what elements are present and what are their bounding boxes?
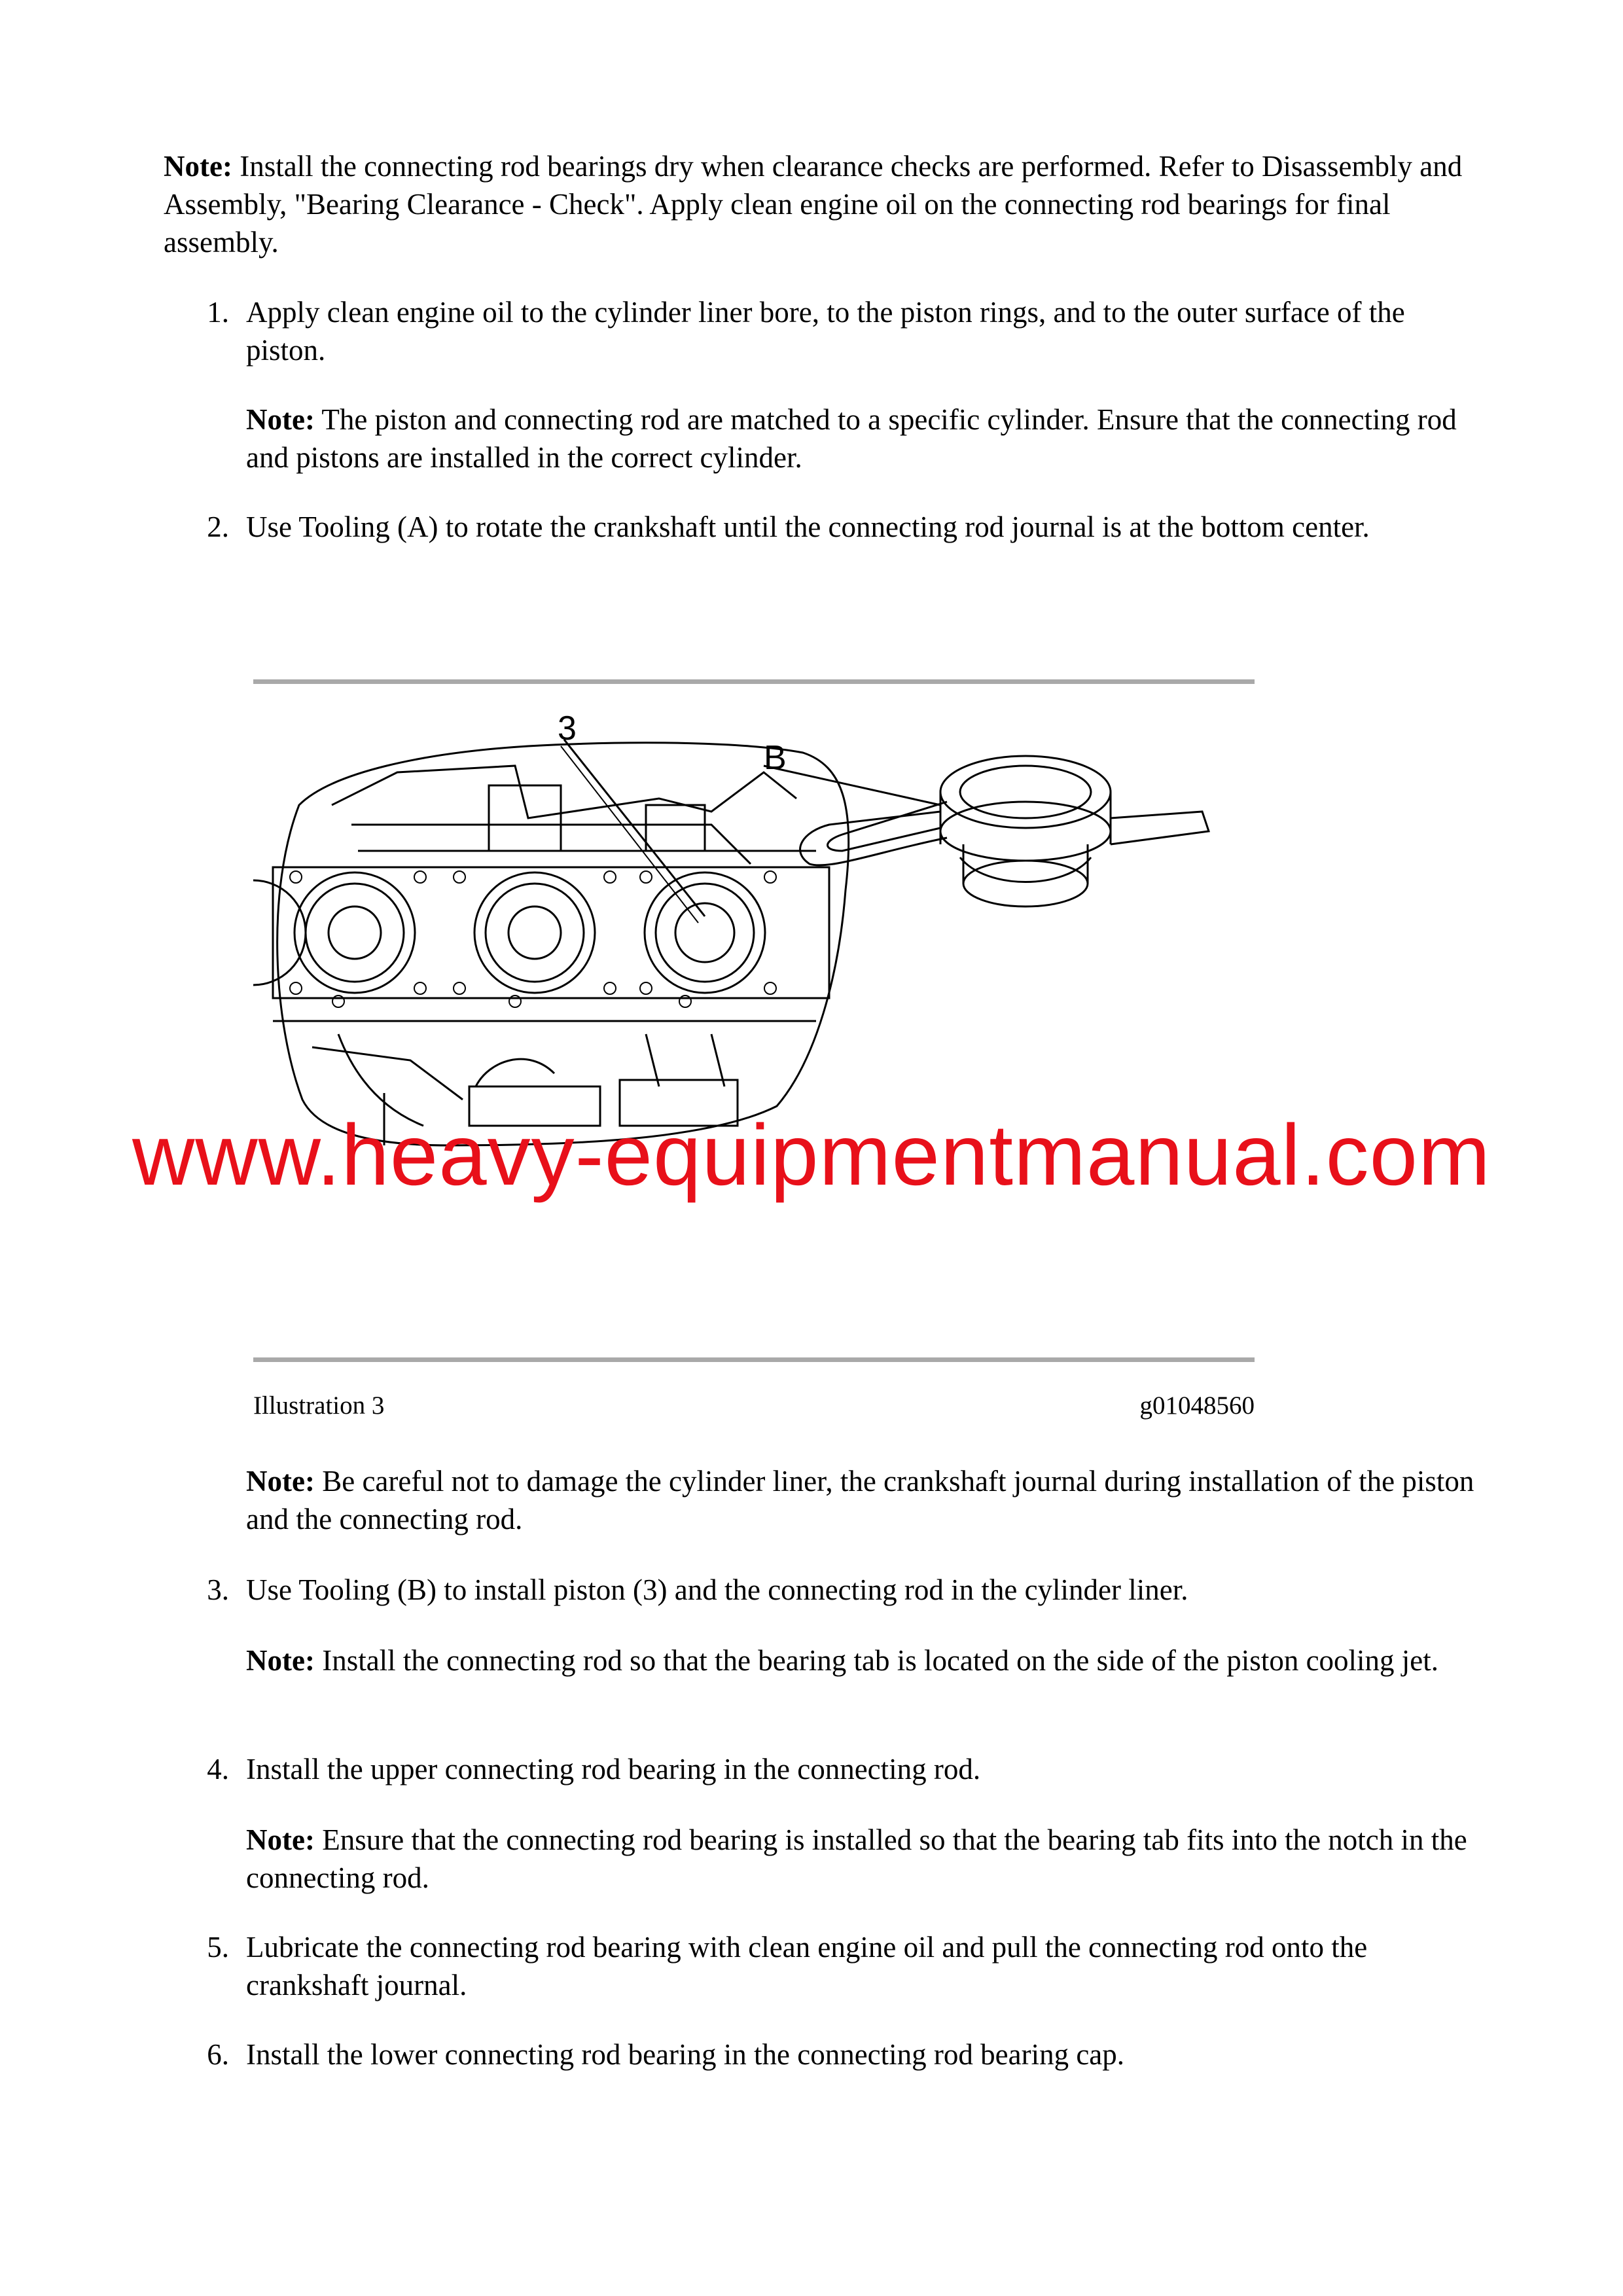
step-number: 1. [207,296,229,329]
note-text: Install the connecting rod bearings dry when clearance checks are performed. Refer to Disassembly and Assembly, "Bearing Clearance - Check". Apply clean engine oil on the connecting rod bearings for final assembly. [164,150,1463,259]
ring-compressor-tool [800,756,1209,906]
figure-id: g01048560 [1139,1391,1255,1420]
step-text: Install the lower connecting rod bearing in the connecting rod bearing cap. [246,2038,1125,2071]
step-number: 6. [207,2038,229,2071]
note-text: Install the connecting rod so that the bearing tab is located on the side of the piston cooling jet. [314,1644,1439,1677]
note-3 [246,1641,1476,1679]
engine-block-outline [277,743,849,1145]
note-text: Ensure that the connecting rod bearing is installed so that the bearing tab fits into the notch in the connecting rod. [246,1823,1467,1894]
piston-3 [675,903,734,962]
note-label: Note: [246,403,315,436]
step-number: 5. [207,1931,229,1964]
figure-top-rule [253,679,1255,684]
step-text: Install the upper connecting rod bearing in the connecting rod. [246,1753,981,1785]
intro-note [164,147,1492,261]
figure-bottom-rule [253,1357,1255,1362]
note-text: The piston and connecting rod are matched to a specific cylinder. Ensure that the connecting rod and pistons are installed in the correct cylinder. [246,403,1457,474]
callout-3-label: 3 [558,709,577,747]
step-text: Use Tooling (A) to rotate the crankshaft until the connecting rod journal is at the bottom center. [246,511,1370,543]
callout-b-label: B [764,739,787,777]
engine-illustration [253,694,1255,1348]
callout-b-leader [764,766,940,805]
note-label: Note: [164,150,232,183]
note-2 [246,1462,1476,1538]
figure-caption-label: Illustration 3 [253,1391,385,1420]
step-number: 2. [207,511,229,543]
note-4 [246,1821,1476,1897]
step-number: 3. [207,1573,229,1606]
note-label: Note: [246,1644,315,1677]
note-1 [246,401,1476,476]
step-number: 4. [207,1753,229,1785]
step-text: Apply clean engine oil to the cylinder liner bore, to the piston rings, and to the outer surface of the piston. [246,296,1405,367]
watermark: www.heavy-equipmentmanual.com [132,1107,1491,1203]
step-text: Use Tooling (B) to install piston (3) and the connecting rod in the cylinder liner. [246,1573,1188,1606]
callout-3-leader [564,740,705,916]
note-text: Be careful not to damage the cylinder liner, the crankshaft journal during installation of the piston and the connecting rod. [246,1465,1474,1535]
note-label: Note: [246,1823,315,1856]
note-label: Note: [246,1465,315,1498]
step-text: Lubricate the connecting rod bearing with clean engine oil and pull the connecting rod onto the crankshaft journal. [246,1931,1368,2001]
